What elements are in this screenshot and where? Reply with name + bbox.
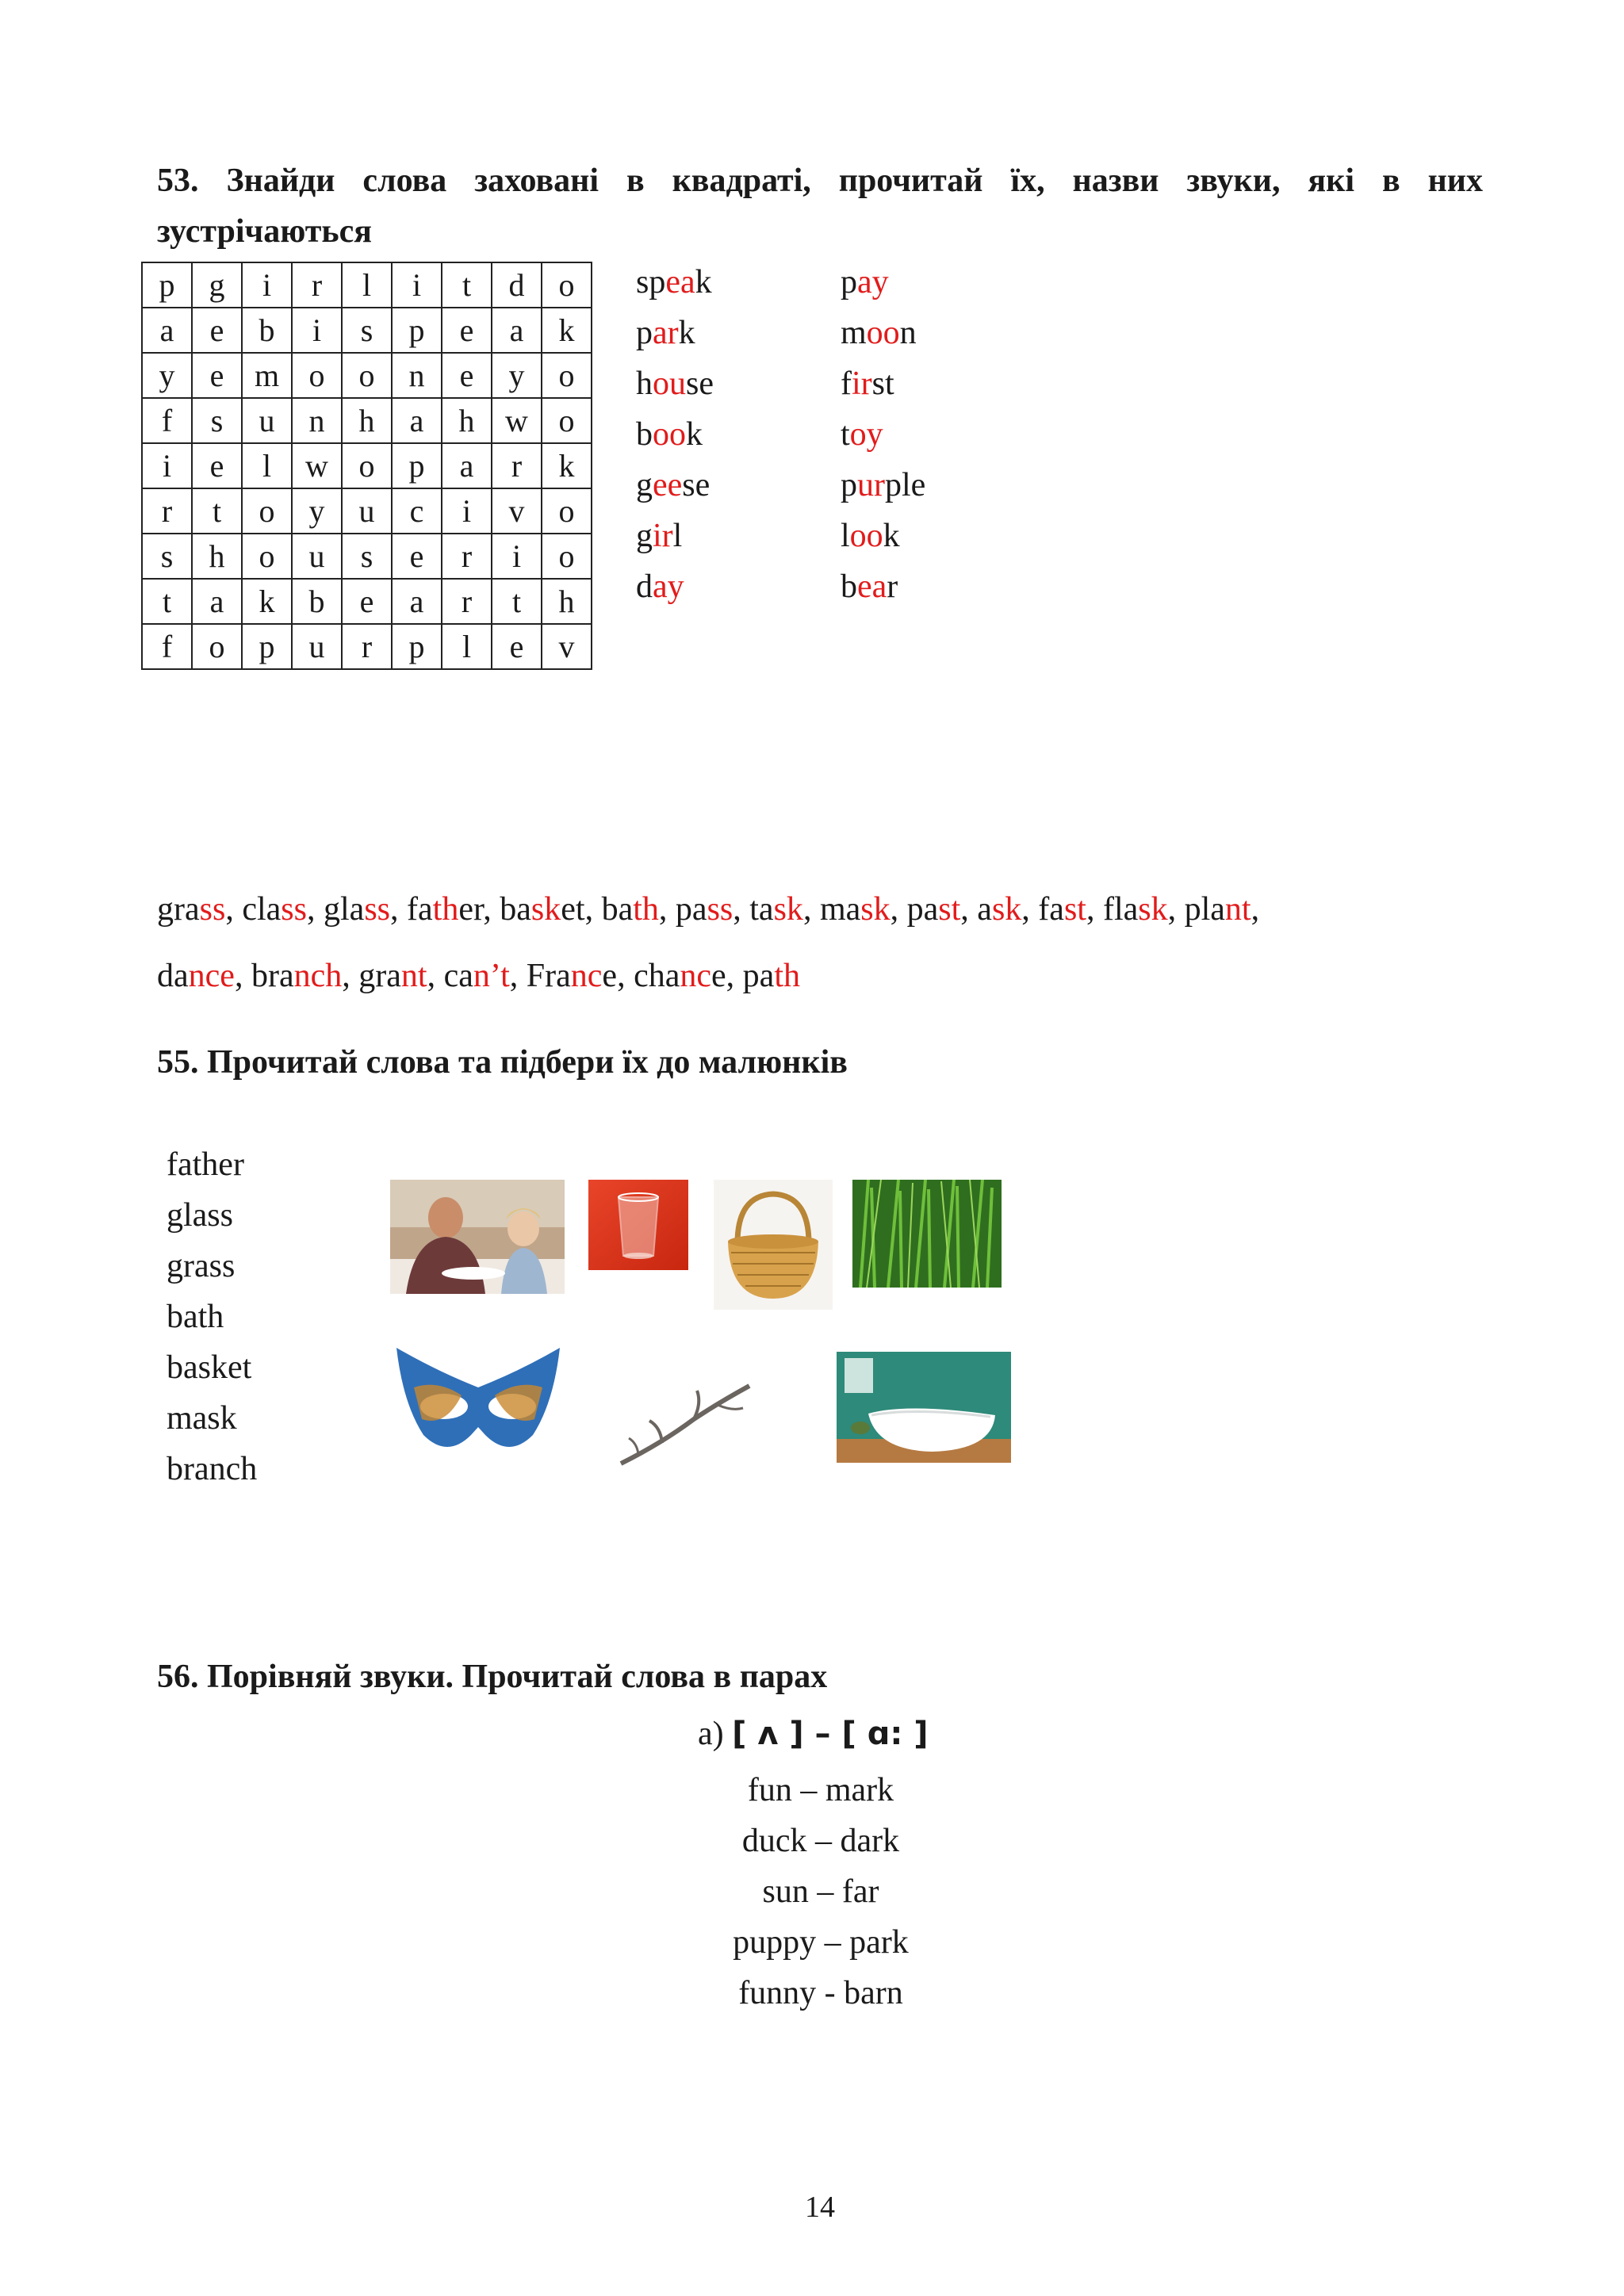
highlighted-sound: th — [774, 958, 800, 994]
word-part: , pla — [1167, 891, 1225, 928]
grid-cell: i — [292, 308, 342, 353]
page-number: 14 — [805, 2191, 835, 2224]
highlighted-sound: ea — [857, 568, 887, 605]
grid-cell: r — [492, 443, 542, 488]
grid-cell: i — [442, 488, 492, 534]
highlighted-sound: oy — [849, 416, 883, 453]
highlighted-sound: st — [1063, 891, 1086, 928]
grid-cell: s — [192, 398, 242, 443]
grid-cell: y — [292, 488, 342, 534]
word-part: k — [678, 315, 695, 351]
answer-word — [841, 511, 925, 561]
highlighted-sound: ea — [665, 264, 695, 300]
basket-photo — [714, 1180, 833, 1310]
grid-cell: i — [242, 262, 292, 308]
highlighted-sound: oo — [849, 518, 883, 554]
word-part: , cla — [225, 891, 282, 928]
highlighted-sound: ou — [653, 365, 686, 402]
grid-cell: i — [492, 534, 542, 579]
answer-word — [841, 409, 925, 460]
ex55-title: 55. Прочитай слова та підбери їх до малюнків — [157, 1044, 848, 1081]
highlighted-sound: sk — [773, 891, 803, 928]
grid-cell: e — [342, 579, 392, 624]
answer-word — [841, 460, 925, 511]
grid-cell: r — [292, 262, 342, 308]
grid-cell: h — [192, 534, 242, 579]
grid-cell: o — [342, 353, 392, 398]
highlighted-sound: ir — [852, 365, 872, 402]
answer-word — [841, 358, 925, 409]
grid-cell: p — [242, 624, 292, 669]
highlighted-sound: ee — [653, 467, 683, 503]
word-part: , bra — [234, 958, 294, 994]
word-part: e, cha — [602, 958, 680, 994]
grid-cell: o — [242, 488, 292, 534]
highlighted-sound: ss — [364, 891, 391, 928]
grid-cell: c — [392, 488, 442, 534]
word-part: , gla — [307, 891, 365, 928]
grid-cell: k — [542, 443, 592, 488]
word-part: , gra — [342, 958, 401, 994]
highlighted-sound: nc — [680, 958, 712, 994]
highlighted-sound: n’t — [473, 958, 510, 994]
word-search-grid — [141, 262, 592, 670]
answer-word — [636, 358, 714, 409]
word-part: da — [157, 958, 189, 994]
grid-cell: p — [392, 308, 442, 353]
grid-cell: f — [142, 624, 192, 669]
word-pair: funny - barn — [738, 1975, 903, 2011]
highlighted-sound: oo — [653, 416, 686, 453]
ex56-phoneme-line — [698, 1709, 1031, 1759]
grid-row — [142, 353, 592, 398]
grid-cell: r — [442, 534, 492, 579]
highlighted-sound: nt — [1224, 891, 1251, 928]
grid-cell: t — [492, 579, 542, 624]
highlighted-sound: ir — [653, 518, 673, 554]
word-part: , Fra — [509, 958, 571, 994]
word-part: k — [686, 416, 703, 453]
grid-cell: u — [292, 624, 342, 669]
word-part: er, ba — [458, 891, 531, 928]
answer-word — [636, 409, 714, 460]
ex56-phonemes: [ ʌ ] – [ ɑ: ] — [732, 1716, 929, 1752]
grid-cell: o — [242, 534, 292, 579]
word-part: e, pa — [711, 958, 775, 994]
word-part: et, ba — [561, 891, 634, 928]
ex53-title — [157, 155, 1483, 257]
word-part: se — [686, 365, 714, 402]
word-pair: duck – dark — [741, 1823, 900, 1859]
grid-cell: o — [342, 443, 392, 488]
word-part: sp — [636, 264, 666, 300]
word-part: t — [841, 416, 850, 453]
grid-cell: t — [442, 262, 492, 308]
word-part: , pa — [658, 891, 707, 928]
highlighted-sound: ay — [857, 264, 889, 300]
highlighted-sound: sk — [991, 891, 1022, 928]
answer-words-column-2 — [841, 257, 925, 612]
grid-cell: e — [192, 353, 242, 398]
grid-row — [142, 308, 592, 353]
vocab-word: branch — [167, 1451, 258, 1487]
grid-row — [142, 262, 592, 308]
word-part: st — [871, 365, 894, 402]
grid-cell: f — [142, 398, 192, 443]
word-part: h — [636, 365, 653, 402]
word-pair: sun – far — [762, 1873, 879, 1910]
grid-cell: h — [542, 579, 592, 624]
grid-cell: o — [192, 624, 242, 669]
answer-word — [636, 460, 714, 511]
word-part: b — [841, 568, 857, 605]
grid-cell: o — [292, 353, 342, 398]
word-part: n — [899, 315, 917, 351]
word-part: r — [887, 568, 898, 605]
grid-row — [142, 443, 592, 488]
word-part: m — [841, 315, 867, 351]
grid-cell: u — [242, 398, 292, 443]
bath-photo — [837, 1352, 1011, 1463]
word-part: , — [1251, 891, 1260, 928]
word-part: gra — [157, 891, 200, 928]
word-part: f — [841, 365, 852, 402]
highlighted-sound: nt — [400, 958, 427, 994]
vocab-word: grass — [167, 1248, 236, 1284]
grid-row — [142, 579, 592, 624]
grid-cell: a — [192, 579, 242, 624]
word-part: p — [636, 315, 653, 351]
highlighted-sound: st — [938, 891, 961, 928]
word-part: , fa — [1021, 891, 1064, 928]
highlighted-sound: ur — [857, 467, 885, 503]
grid-cell: v — [492, 488, 542, 534]
word-part: p — [841, 467, 857, 503]
word-part: , pa — [890, 891, 939, 928]
grid-cell: n — [292, 398, 342, 443]
grid-cell: r — [442, 579, 492, 624]
grid-cell: h — [342, 398, 392, 443]
grid-cell: e — [442, 308, 492, 353]
word-part: l — [841, 518, 850, 554]
highlighted-sound: nc — [570, 958, 603, 994]
grid-cell: w — [292, 443, 342, 488]
grid-cell: y — [492, 353, 542, 398]
grid-cell: b — [292, 579, 342, 624]
grid-cell: e — [192, 308, 242, 353]
highlighted-sound: ss — [199, 891, 226, 928]
word-part: l — [672, 518, 683, 554]
vocab-word: father — [167, 1146, 244, 1183]
vocab-word: glass — [167, 1197, 233, 1234]
word-pair: puppy – park — [733, 1924, 909, 1961]
grid-cell: y — [142, 353, 192, 398]
grid-cell: o — [542, 262, 592, 308]
grid-cell: e — [392, 534, 442, 579]
word-part: b — [636, 416, 653, 453]
grid-cell: u — [342, 488, 392, 534]
grid-cell: k — [542, 308, 592, 353]
grid-row — [142, 624, 592, 669]
grid-cell: a — [492, 308, 542, 353]
grid-cell: w — [492, 398, 542, 443]
answer-words-column-1 — [636, 257, 714, 612]
ex53-title-line2: зустрічаються — [157, 213, 372, 250]
highlighted-sound: nch — [293, 958, 343, 994]
ex53-title-line1: 53. Знайди слова заховані в квадраті, прочитай їх, назви звуки, які в них — [157, 163, 1483, 199]
grid-cell: i — [392, 262, 442, 308]
grid-cell: o — [542, 398, 592, 443]
grid-cell: e — [492, 624, 542, 669]
word-part: , fa — [390, 891, 433, 928]
word-part: p — [841, 264, 857, 300]
grid-cell: t — [192, 488, 242, 534]
highlighted-sound: sk — [530, 891, 561, 928]
grid-cell: s — [342, 534, 392, 579]
answer-word — [636, 561, 714, 612]
vocab-word: bath — [167, 1299, 224, 1335]
grid-cell: u — [292, 534, 342, 579]
vocab-word: basket — [167, 1349, 252, 1386]
highlighted-sound: nce — [188, 958, 235, 994]
highlighted-sound: ay — [653, 568, 684, 605]
grid-cell: d — [492, 262, 542, 308]
glass-photo — [588, 1180, 688, 1270]
highlighted-sound: ss — [281, 891, 307, 928]
word-part: , ca — [427, 958, 473, 994]
grid-cell: t — [142, 579, 192, 624]
grid-cell: k — [242, 579, 292, 624]
grid-cell: e — [442, 353, 492, 398]
grid-cell: o — [542, 534, 592, 579]
word-part: d — [636, 568, 653, 605]
ex56-word-pairs — [662, 1765, 979, 2019]
grid-row — [142, 488, 592, 534]
answer-word — [636, 257, 714, 308]
grid-cell: a — [442, 443, 492, 488]
grid-cell: n — [392, 353, 442, 398]
grid-cell: s — [142, 534, 192, 579]
grid-cell: o — [542, 353, 592, 398]
grid-row — [142, 534, 592, 579]
highlighted-sound: sk — [1138, 891, 1168, 928]
grid-cell: e — [192, 443, 242, 488]
word-pair: fun – mark — [747, 1772, 894, 1808]
grid-cell: h — [442, 398, 492, 443]
grid-cell: g — [192, 262, 242, 308]
highlighted-sound: th — [432, 891, 459, 928]
grid-cell: r — [342, 624, 392, 669]
branch-photo — [615, 1372, 757, 1471]
highlighted-sound: ar — [653, 315, 679, 351]
grid-row — [142, 398, 592, 443]
grid-cell: l — [442, 624, 492, 669]
answer-word — [841, 308, 925, 358]
word-part: , ma — [802, 891, 861, 928]
word-part: se — [682, 467, 710, 503]
grid-cell: s — [342, 308, 392, 353]
grid-cell: o — [542, 488, 592, 534]
ex56-item-label: а) — [698, 1716, 724, 1752]
mask-photo — [390, 1340, 566, 1468]
grid-cell: p — [392, 624, 442, 669]
grid-cell: p — [142, 262, 192, 308]
highlighted-sound: th — [633, 891, 659, 928]
ex56-title: 56. Порівняй звуки. Прочитай слова в парах — [157, 1659, 828, 1695]
word-part: , fla — [1086, 891, 1139, 928]
highlighted-sound: ss — [707, 891, 733, 928]
grid-cell: a — [142, 308, 192, 353]
father-daughter-photo — [390, 1180, 565, 1294]
answer-word — [636, 308, 714, 358]
word-part: g — [636, 518, 653, 554]
grid-cell: m — [242, 353, 292, 398]
grid-cell: r — [142, 488, 192, 534]
grid-cell: a — [392, 579, 442, 624]
ex55-word-column — [167, 1139, 257, 1494]
grid-cell: l — [242, 443, 292, 488]
answer-word — [841, 257, 925, 308]
word-part: ple — [885, 467, 926, 503]
ex54-word-list — [157, 876, 1505, 1009]
grid-cell: a — [392, 398, 442, 443]
grass-photo — [852, 1180, 1002, 1288]
grid-cell: p — [392, 443, 442, 488]
grid-cell: v — [542, 624, 592, 669]
word-part: g — [636, 467, 653, 503]
vocab-word: mask — [167, 1400, 237, 1437]
word-part: , a — [960, 891, 992, 928]
answer-word — [841, 561, 925, 612]
word-part: k — [695, 264, 712, 300]
highlighted-sound: oo — [866, 315, 900, 351]
grid-cell: l — [342, 262, 392, 308]
word-part: , ta — [733, 891, 774, 928]
highlighted-sound: sk — [860, 891, 891, 928]
word-part: k — [883, 518, 900, 554]
grid-cell: i — [142, 443, 192, 488]
answer-word — [636, 511, 714, 561]
grid-cell: b — [242, 308, 292, 353]
